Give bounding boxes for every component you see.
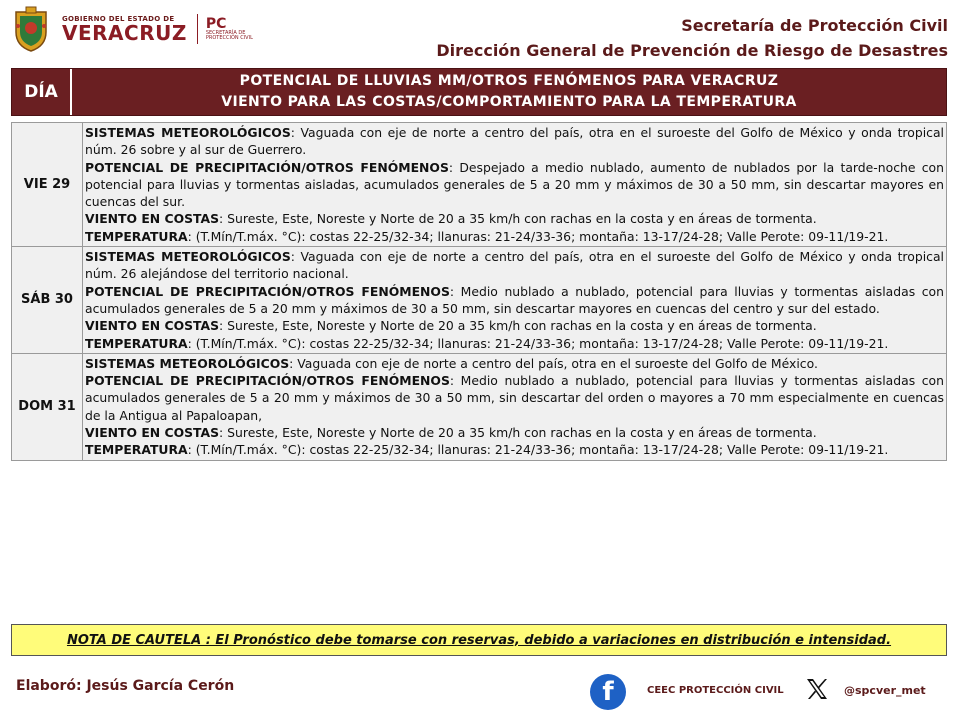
forecast-table	[11, 122, 947, 461]
sistemas-label: SISTEMAS METEOROLÓGICOS	[85, 355, 290, 371]
table-row	[11, 247, 947, 354]
day-label: SÁB 30	[12, 247, 83, 353]
viento-label: VIENTO EN COSTAS	[85, 425, 220, 441]
temperatura-label: TEMPERATURA	[85, 442, 188, 458]
secretaria-title: Secretaría de Protección Civil	[681, 16, 948, 35]
viento-text: : Sureste, Este, Noreste y Norte de 20 a 35 km/h con rachas en la costa y en áreas de tormenta.	[219, 425, 817, 441]
sistemas-text: : Vaguada con eje de norte a centro del país, otra en el suroeste del Golfo de México y onda tropical núm. 26 sobre y al sur de Guerrero.	[85, 125, 944, 158]
facebook-page-link[interactable]: CEEC PROTECCIÓN CIVIL	[647, 685, 784, 696]
potencial-label: POTENCIAL DE PRECIPITACIÓN/OTROS FENÓMENOS	[85, 283, 450, 299]
dia-column-header: DÍA	[12, 69, 72, 115]
government-logo	[12, 6, 261, 52]
viento-label: VIENTO EN COSTAS	[85, 318, 220, 334]
temperatura-text: : (T.Mín/T.máx. °C): costas 22-25/32-34; llanuras: 21-24/33-36; montaña: 13-17/24-28; Valle Perote: 09-11/19-21.	[187, 442, 889, 458]
day-label: DOM 31	[12, 354, 83, 460]
page-header	[0, 0, 960, 68]
pc-sublabel: SECRETARÍA DE PROTECCIÓN CIVIL	[205, 30, 253, 41]
elaboro-credit: Elaboró: Jesús García Cerón	[16, 678, 235, 694]
direccion-title: Dirección General de Prevención de Riesgo de Desastres	[436, 41, 948, 60]
viento-text: : Sureste, Este, Noreste y Norte de 20 a 35 km/h con rachas en la costa y en áreas de tormenta.	[219, 318, 817, 334]
table-title-line1: POTENCIAL DE LLUVIAS MM/OTROS FENÓMENOS PARA VERACRUZ	[239, 73, 779, 89]
temperatura-text: : (T.Mín/T.máx. °C): costas 22-25/32-34; llanuras: 21-24/33-36; montaña: 13-17/24-28; Valle Perote: 09-11/19-21.	[187, 228, 889, 244]
logo-divider	[197, 14, 198, 44]
viento-label: VIENTO EN COSTAS	[85, 211, 220, 227]
sistemas-label: SISTEMAS METEOROLÓGICOS	[85, 125, 291, 140]
viento-text: : Sureste, Este, Noreste y Norte de 20 a 35 km/h con rachas en la costa y en áreas de tormenta.	[219, 211, 817, 227]
table-header	[11, 68, 947, 116]
potencial-label: POTENCIAL DE PRECIPITACIÓN/OTROS FENÓMENOS	[85, 159, 449, 175]
potencial-text: : Despejado a medio nublado, aumento de nublados por la tarde-noche con potencial para lluvias y tormentas aisladas, acumulados generales de 5 a 20 mm y máximos de 30 a 50 mm, sin descartar mayores en cuencas del sur.	[85, 159, 944, 210]
table-row	[11, 354, 947, 461]
potencial-label: POTENCIAL DE PRECIPITACIÓN/OTROS FENÓMENOS	[85, 373, 450, 389]
pc-label: PC	[205, 16, 227, 32]
forecast-content	[83, 354, 946, 460]
temperatura-label: TEMPERATURA	[85, 228, 188, 244]
temperatura-text: : (T.Mín/T.máx. °C): costas 22-25/32-34; llanuras: 21-24/33-36; montaña: 13-17/24-28; Valle Perote: 09-11/19-21.	[187, 335, 889, 351]
sistemas-text: : Vaguada con eje de norte a centro del país, otra en el suroeste del Golfo de México.	[289, 355, 818, 371]
day-label: VIE 29	[12, 123, 83, 246]
potencial-text: : Medio nublado a nublado, potencial para lluvias y tormentas aisladas con acumulados generales de 5 a 20 mm y máximos de 30 a 50 mm, sin descartar mayores en cuencas del centro y sur del estado.	[85, 283, 944, 316]
temperatura-label: TEMPERATURA	[85, 335, 188, 351]
gov-small-label: GOBIERNO DEL ESTADO DE	[62, 14, 175, 23]
sistemas-text: : Vaguada con eje de norte a centro del país, otra en el suroeste del Golfo de México y onda tropical núm. 26 alejándose del territorio nacional.	[85, 249, 944, 282]
x-handle-link[interactable]: @spcver_met	[844, 684, 926, 697]
forecast-content	[83, 123, 946, 246]
nota-de-cautela: NOTA DE CAUTELA : El Pronóstico debe tomarse con reservas, debido a variaciones en distribución e intensidad.	[11, 624, 947, 656]
x-twitter-icon[interactable]	[804, 677, 830, 701]
table-row	[11, 122, 947, 247]
forecast-content	[83, 247, 946, 353]
table-title-line2: VIENTO PARA LAS COSTAS/COMPORTAMIENTO PARA LA TEMPERATURA	[221, 94, 797, 110]
facebook-icon[interactable]: f	[590, 674, 626, 710]
sistemas-label: SISTEMAS METEOROLÓGICOS	[85, 249, 291, 265]
state-shield-icon	[12, 6, 50, 52]
potencial-text: : Medio nublado a nublado, potencial para lluvias y tormentas aisladas con acumulados generales de 5 a 20 mm y máximos de 30 a 50 mm, sin descartar del orden o mayores a 70 mm especialmente en cuencas de la Antigua al Papaloapan,	[85, 373, 944, 423]
gov-state-name: VERACRUZ	[62, 20, 187, 45]
